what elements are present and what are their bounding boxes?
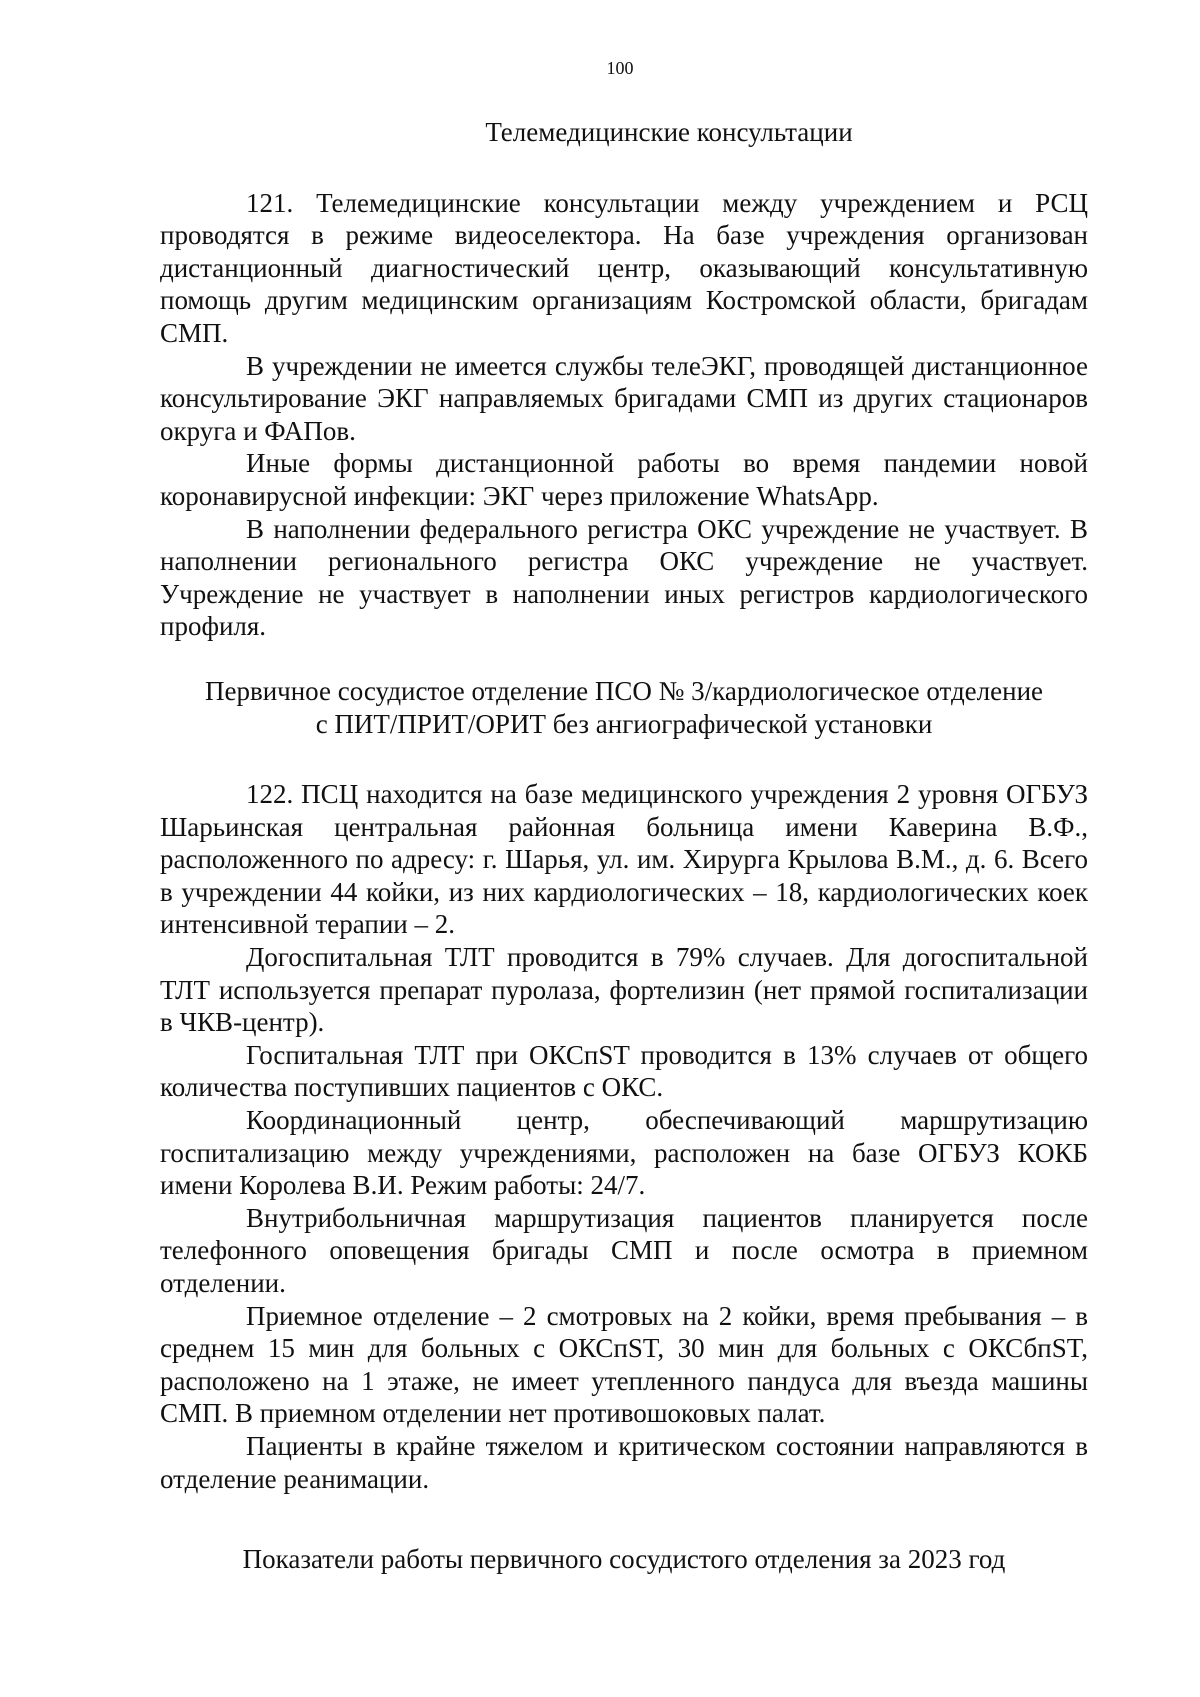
section-heading-pso-line-1: Первичное сосудистое отделение ПСО № 3/кардиологическое отделение	[204, 675, 1044, 706]
page-number: 100	[606, 58, 634, 78]
section-heading-pso-line-2: с ПИТ/ПРИТ/ОРИТ без ангиографической установки	[315, 708, 933, 739]
paragraph-critical-patients: Пациенты в крайне тяжелом и критическом состоянии направляются в отделение реанимации.	[160, 1430, 1088, 1494]
paragraph-admission-department: Приемное отделение – 2 смотровых на 2 койки, время пребывания – в среднем 15 мин для больных с ОКСпST, 30 мин для больных с ОКСбпST, расположено на 1 этаже, не имеет утепленного пандуса для въезда машины СМП. В приемном отделении нет противошоковых палат.	[160, 1300, 1088, 1429]
paragraph-teleecg: В учреждении не имеется службы телеЭКГ, проводящей дистанционное консультирование ЭКГ направляемых бригадами СМП из других стационаров округа и ФАПов.	[160, 350, 1088, 446]
paragraph-inhospital-routing: Внутрибольничная маршрутизация пациентов планируется после телефонного оповещения бригады СМП и после осмотра в приемном отделении.	[160, 1202, 1088, 1298]
paragraph-hospital-tlt: Госпитальная ТЛТ при ОКСпST проводится в 13% случаев от общего количества поступивших пациентов с ОКС.	[160, 1039, 1088, 1103]
paragraph-prehospital-tlt: Догоспитальная ТЛТ проводится в 79% случаев. Для догоспитальной ТЛТ используется препарат пуролаза, фортелизин (нет прямой госпитализации в ЧКВ-центр).	[160, 942, 1088, 1038]
paragraph-121: 121. Телемедицинские консультации между учреждением и РСЦ проводятся в режиме видеоселектора. На базе учреждения организован дистанционный диагностический центр, оказывающий консультативную помощь другим медицинским организациям Костромской области, бригадам СМП.	[160, 187, 1088, 348]
section-pso	[160, 778, 1088, 1495]
paragraph-remote-work: Иные формы дистанционной работы во время пандемии новой коронавирусной инфекции: ЭКГ через приложение WhatsApp.	[160, 448, 1088, 511]
section-heading-telemedicine: Телемедицинские консультации	[485, 117, 853, 147]
document-body	[160, 108, 1088, 1576]
section-heading-pso-indicators: Показатели работы первичного сосудистого отделения за 2023 год	[242, 1544, 1006, 1575]
section-heading-pso	[160, 675, 1088, 740]
paragraph-122: 122. ПСЦ находится на базе медицинского учреждения 2 уровня ОГБУЗ Шарьинская центральная районная больница имени Каверина В.Ф., расположенного по адресу: г. Шарья, ул. им. Хирурга Крылова В.М., д. 6. Всего в учреждении 44 койки, из них кардиологических – 18, кардиологических коек интенсивной терапии – 2.	[160, 779, 1088, 940]
section-telemedicine	[160, 187, 1088, 643]
paragraph-coordination-center: Координационный центр, обеспечивающий маршрутизацию госпитализацию между учреждениями, расположен на базе ОГБУЗ КОКБ имени Королева В.И. Режим работы: 24/7.	[160, 1105, 1088, 1201]
paragraph-registry: В наполнении федерального регистра ОКС учреждение не участвует. В наполнении регионального регистра ОКС учреждение не участвует. Учреждение не участвует в наполнении иных регистров кардиологического профиля.	[160, 513, 1088, 642]
